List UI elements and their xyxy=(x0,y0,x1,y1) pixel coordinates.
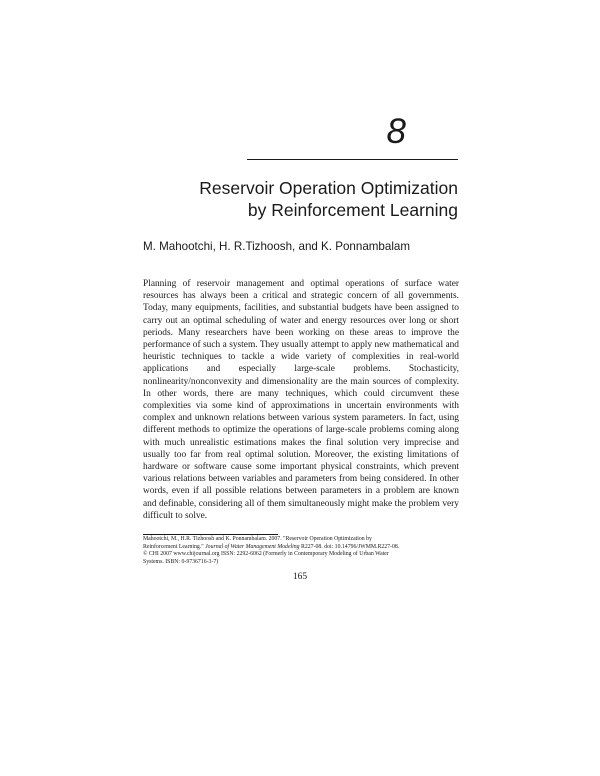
body-paragraph: Planning of reservoir management and optimal operations of surface water resources has always been a critical and strategic concern of all governments. Today, many equipments, facilities, and substantial budgets have been assigned to carry out an optimal scheduling of water and energy resources over long or short periods. Many researchers have been working on these areas to improve the performance of such a system. They usually attempt to apply new mathematical and heuristic techniques to tackle a wide variety of complexities in real-world applications and especially large-scale problems. Stochasticity, nonlinearity/nonconvexity and dimensionality are the main sources of complexity. In other words, there are many techniques, which could circumvent these complexities via some kind of approximations in uncertain environments with complex and unknown relations between various system parameters. In fact, using different methods to optimize the operations of large-scale problems coming along with much unrealistic estimations makes the final solution very imprecise and usually too far from real optimal solution. Moreover, the existing limitations of hardware or software cause some important physical constraints, which prevent various relations between variables and parameters from being considered. In other words, even if all possible relations between parameters in a problem are known and definable, considering all of them simultaneously might make the problem very difficult to solve. xyxy=(143,279,459,521)
chapter-title xyxy=(199,177,458,221)
footnote-line-4: Systems. ISBN: 0-9736716-3-7) xyxy=(143,558,219,565)
footnote-line-3: © CHI 2007 www.chijournal.org ISSN: 2292-6062 (Formerly in Contemporary Modeling of Urban Water xyxy=(143,551,389,558)
chapter-title-line-2: by Reinforcement Learning xyxy=(247,200,458,220)
chapter-authors: M. Mahootchi, H. R.Tizhoosh, and K. Ponnambalam xyxy=(143,240,410,253)
chapter-title-line-1: Reservoir Operation Optimization xyxy=(199,178,458,198)
page-number: 165 xyxy=(292,572,308,582)
chapter-number: 8 xyxy=(386,112,406,151)
footnote-rule xyxy=(143,534,278,535)
footnote-line-1: Mahootchi, M., H.R. Tizhoosh and K. Ponnambalam. 2007. "Reservoir Operation Optimization by xyxy=(143,536,372,542)
footnote-journal-name: Journal of Water Management Modeling xyxy=(205,543,300,550)
chapter-title-rule xyxy=(247,159,458,160)
footnote-line-2-end: R227-08. doi: 10.14796/JWMM.R227-08. xyxy=(299,543,400,550)
citation-footnote xyxy=(143,536,459,566)
footnote-line-2-start: Reinforcement Learning." xyxy=(143,543,206,550)
